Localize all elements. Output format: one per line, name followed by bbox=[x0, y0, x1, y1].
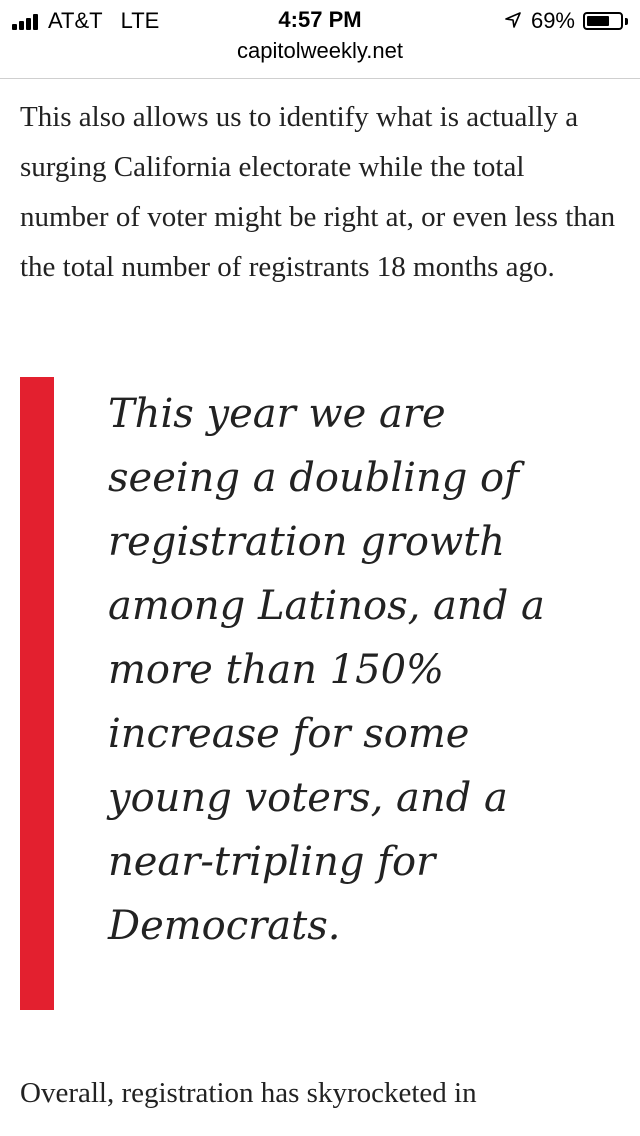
status-right bbox=[505, 8, 628, 34]
battery-percent: 69% bbox=[530, 8, 575, 33]
article-paragraph: Overall, registration has skyrocketed in bbox=[20, 1077, 477, 1109]
pull-quote: This year we are seeing a doubling of registration growth among Latinos, and a more than 150% increase for some young voters, and a near-tripling for Democrats. bbox=[108, 391, 545, 949]
url-bar[interactable] bbox=[0, 38, 640, 72]
pull-quote-bar bbox=[20, 377, 54, 1010]
location-arrow-icon bbox=[505, 8, 521, 34]
network-label: LTE bbox=[120, 8, 160, 33]
battery-tip bbox=[625, 18, 628, 25]
status-bar bbox=[0, 0, 640, 40]
battery-icon bbox=[583, 12, 623, 30]
url-domain: capitolweekly.net bbox=[237, 38, 403, 63]
article-paragraph: This also allows us to identify what is actually a surging California electorate while the total number of voter might be right at, or even less than the total number of registrants 18 months ago. bbox=[20, 101, 616, 283]
carrier-label: AT&T bbox=[48, 8, 103, 33]
article-body bbox=[20, 92, 620, 292]
battery-fill bbox=[587, 16, 609, 26]
article-body-continued bbox=[20, 1068, 620, 1118]
toolbar-divider bbox=[0, 78, 640, 79]
clock: 4:57 PM bbox=[278, 7, 362, 32]
